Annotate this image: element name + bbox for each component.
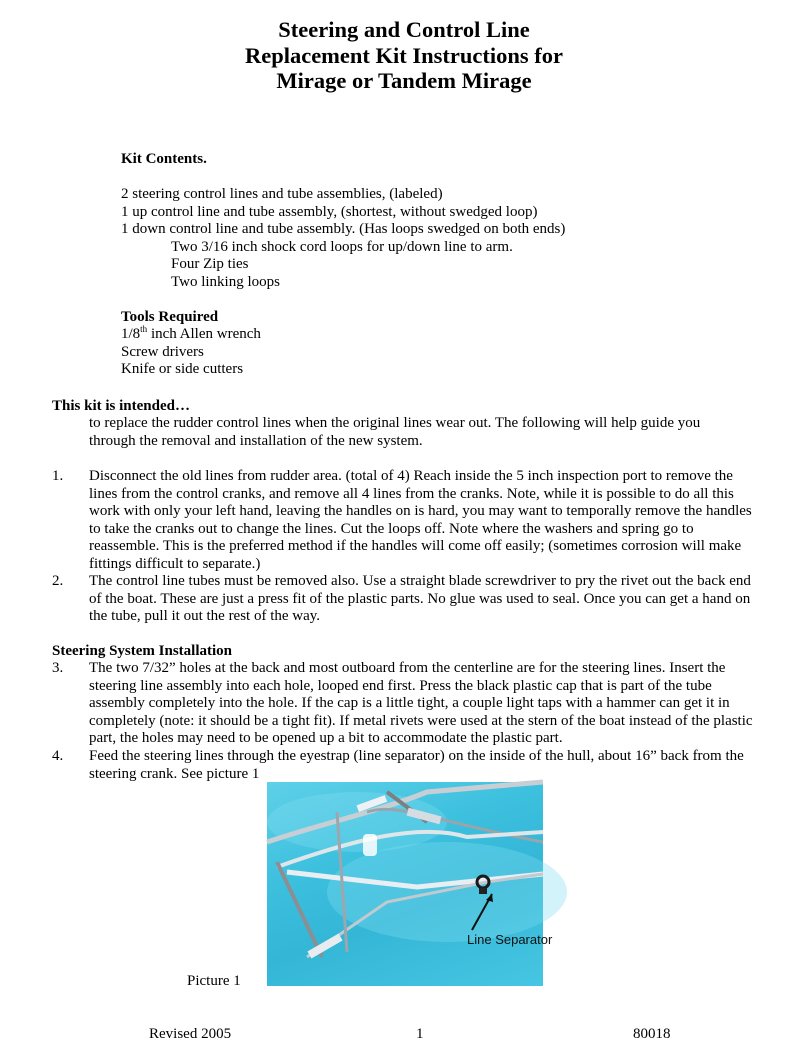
tool-item: Knife or side cutters: [121, 361, 244, 377]
kit-item: 1 up control line and tube assembly, (shortest, without swedged loop): [121, 203, 538, 220]
steering-heading: Steering System Installation: [52, 643, 232, 659]
step-number: 4.: [52, 748, 64, 764]
step-number: 2.: [52, 573, 64, 589]
title-line-1: Steering and Control Line: [278, 17, 530, 42]
kit-item: 2 steering control lines and tube assemblies, (labeled): [121, 186, 443, 202]
step-text: Disconnect the old lines from rudder area. (total of 4) Reach inside the 5 inch inspection port to remove the lines from the control cranks, and remove all 4 lines from the cranks. Note, while it is possible to do all this work with only your left hand, leaving the handles on is hard, you may want to temporally remove the handles to take the cranks out to change the lines. Cut the loops off. Note where the washers and spring go to reassemble. This is the preferred method if the handles will come off easily; (sometimes corrosion will make fittings difficult to separate.): [89, 468, 752, 572]
tool-item: [121, 326, 565, 344]
tool-item-size: 1/8: [121, 326, 141, 342]
kit-sub-item: Two 3/16 inch shock cord loops for up/down line to arm.: [171, 238, 513, 255]
footer-page-number: 1: [416, 1026, 424, 1042]
kit-sub-item: Four Zip ties: [171, 256, 249, 272]
document-title: [0, 17, 808, 94]
title-line-3: Mirage or Tandem Mirage: [276, 68, 532, 93]
photo-illustration: [267, 782, 553, 986]
step-text: Feed the steering lines through the eyestrap (line separator) on the inside of the hull, about 16” back from the steering crank. See picture 1: [89, 748, 744, 782]
intended-text: to replace the rudder control lines when the original lines wear out. The following will help guide you through the removal and installation of the new system.: [89, 415, 701, 449]
kit-contents-heading: Kit Contents.: [121, 151, 207, 167]
kit-sub-item: Two linking loops: [171, 273, 280, 290]
tools-heading: Tools Required: [121, 308, 219, 325]
tool-item-rest: inch Allen wrench: [147, 326, 261, 342]
title-line-2: Replacement Kit Instructions for: [244, 42, 564, 68]
footer-revised: Revised 2005: [149, 1026, 232, 1042]
picture-caption: Picture 1: [187, 973, 241, 989]
intended-heading: This kit is intended…: [52, 398, 190, 414]
kit-contents-section: [121, 151, 565, 379]
kit-item: 1 down control line and tube assembly. (Has loops swedged on both ends): [121, 221, 566, 237]
step-text: The two 7/32” holes at the back and most outboard from the centerline are for the steering lines. Insert the steering line assembly into each hole, looped end first. Press the black plastic cap that is part of the tube assembly completely into the hole. If the cap is a little tight, a couple light taps with a hammer can get it in completely (note: it should be a tight fit). If metal rivets were used at the stern of the boat instead of the plastic part, the holes may need to be opened up a bit to accommodate the plastic part.: [89, 660, 753, 746]
step-text: The control line tubes must be removed also. Use a straight blade screwdriver to pry the rivet out the back end of the boat. These are just a press fit of the plastic parts. No glue was used to seal. Once you can get a hand on the tube, pull it out the rest of the way.: [89, 573, 751, 624]
tool-item-sup: th: [140, 324, 148, 334]
tool-item: Screw drivers: [121, 343, 204, 360]
picture-1-photo: [267, 782, 553, 986]
step-number: 3.: [52, 660, 64, 676]
line-separator-label: Line Separator: [467, 932, 553, 947]
step-number: 1.: [52, 468, 64, 484]
footer-doc-number: 80018: [633, 1026, 671, 1042]
